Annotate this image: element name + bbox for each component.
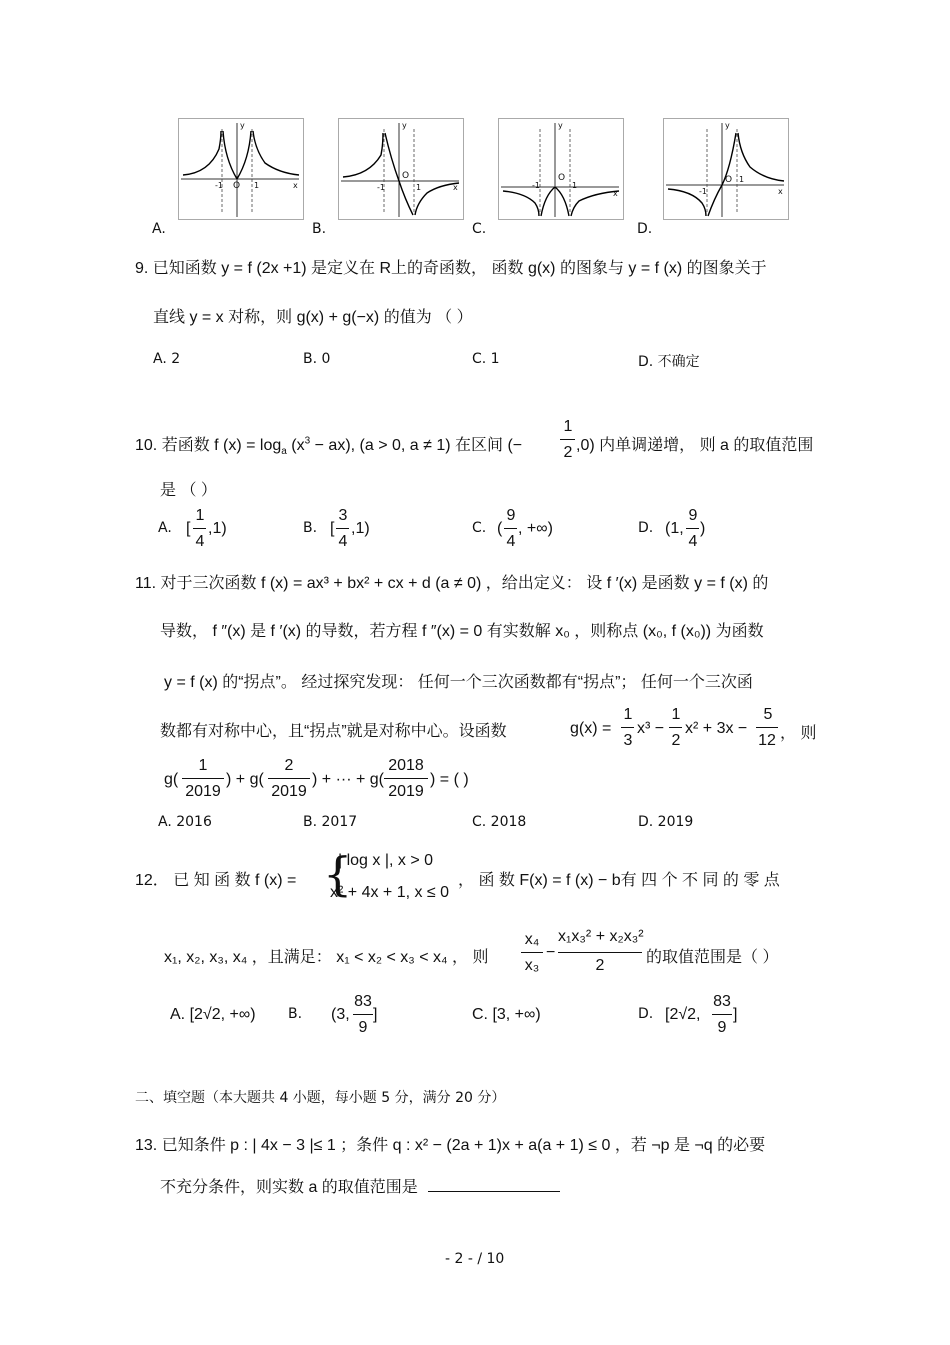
q11-g-f1-num: 1	[623, 706, 633, 723]
q12-option-d-r: ]	[733, 1006, 738, 1023]
q10-option-c-l: (	[497, 520, 503, 537]
q13-answer-blank	[428, 1177, 560, 1192]
q11-g-f3-den: 12	[758, 732, 776, 749]
q11-option-b: B. 2017	[303, 814, 358, 830]
q11-sum-d1: 2019	[185, 783, 221, 800]
q11-line2: 导数， f ″(x) 是 f ′(x) 的导数，若方程 f ″(x) = 0 有实数解 x₀ ，则称点 (x₀, f (x₀)) 为函数	[160, 623, 764, 640]
q10-option-c-den: 4	[506, 533, 516, 550]
q12-option-d-label: D.	[638, 1006, 654, 1022]
graph-c-y: y	[558, 121, 563, 130]
graph-d	[663, 118, 789, 220]
graph-c-x: x	[613, 189, 618, 198]
q10-option-d-r: )	[700, 520, 706, 537]
q11-g-t2: x² + 3x −	[685, 720, 748, 737]
q11-sum-bar3	[384, 778, 428, 779]
q10-frac-bar	[560, 439, 575, 440]
q12-fx-bar	[521, 952, 543, 953]
graph-d-label: D.	[637, 221, 653, 237]
q9-option-d: D. 不确定	[638, 354, 700, 370]
graph-d-xp: 1	[739, 175, 745, 184]
q12-option-b-r: ]	[373, 1006, 378, 1023]
graph-c-origin: O	[558, 173, 566, 183]
q10-option-a-num: 1	[195, 507, 205, 524]
q11-line4: 数都有对称中心，且“拐点”就是对称中心。设函数	[160, 723, 507, 740]
q12-fx-num: x₄	[524, 931, 540, 948]
graph-a-y: y	[240, 121, 245, 130]
q10-option-b-num: 3	[338, 507, 348, 524]
graph-d-x: x	[778, 187, 783, 196]
q10-line1: 10. 若函数 f $(x) = \log_a (x^3 - ax)$, (a > 0, a ≠ 1) 在区间 (−	[135, 435, 523, 458]
q10-option-d-num: 9	[688, 507, 698, 524]
q10-option-d-l: (1,	[665, 520, 684, 537]
q9-option-b: B. 0	[303, 351, 331, 367]
q11-sum-n3: 2018	[388, 757, 424, 774]
graph-a-origin: O	[233, 181, 241, 191]
q10-option-a-label: A.	[158, 520, 172, 536]
q12-option-b-bar	[353, 1014, 373, 1015]
q12-option-a: A. [2√2, +∞)	[170, 1006, 256, 1023]
graph-b-origin: O	[402, 171, 410, 181]
q11-g-f3-num: 5	[763, 706, 773, 723]
q11-line3: y = f (x) 的“拐点”。 经过探究发现： 任何一个三次函数都有“拐点”； 任何一个三次函	[164, 674, 753, 691]
graph-b	[338, 118, 464, 220]
q10-option-d-bar	[686, 528, 699, 529]
graph-b-x: x	[453, 183, 458, 192]
q12-brace: {	[323, 847, 353, 901]
q10-option-a-bar	[193, 528, 206, 529]
q11-sum-d2: 2019	[271, 783, 307, 800]
graph-a	[178, 118, 304, 220]
q10-option-b-den: 4	[338, 533, 348, 550]
q13-line1: 13. 已知条件 p : | 4x − 3 |≤ 1 ；条件 q : x² − (2a + 1)x + a(a + 1) ≤ 0 ，若 ¬p 是 ¬q 的必要	[135, 1137, 766, 1154]
graph-a-x: x	[293, 181, 298, 190]
graph-c-xp: 1	[572, 181, 578, 190]
q12-fy-num: x₁x₃² + x₂x₃²	[558, 928, 644, 945]
q12-option-c: C. [3, +∞)	[472, 1006, 541, 1023]
q12-option-d-num: 83	[713, 993, 731, 1010]
graph-b-xm: -1	[377, 183, 385, 192]
q11-g-f1-den: 3	[623, 732, 633, 749]
graph-d-origin: O	[725, 175, 733, 185]
q11-sum-g1: g(	[164, 771, 179, 788]
q10-option-a-r: ,1)	[208, 520, 227, 537]
q11-option-a: A. 2016	[158, 814, 212, 830]
q12-lead: 12． 已 知 函 数 f (x) =	[135, 872, 297, 889]
q13-line2: 不充分条件，则实数 a 的取值范围是	[160, 1174, 560, 1197]
graph-a-xp: 1	[254, 181, 260, 190]
q11-g-f2-bar	[669, 727, 682, 728]
q12-option-d-l: [2√2,	[665, 1006, 701, 1023]
q11-g-f3-bar	[756, 727, 778, 728]
page-number: - 2 - / 10	[445, 1251, 505, 1267]
q10-option-c-r: , +∞)	[518, 520, 553, 537]
q10-line1-tail: ,0) 内单调递增， 则 a 的取值范围	[576, 437, 814, 454]
q12-minus: −	[546, 944, 556, 961]
section-2-heading: 二、填空题（本大题共 4 小题，每小题 5 分，满分 20 分）	[135, 1090, 506, 1106]
graph-b-label: B.	[312, 221, 327, 237]
q11-option-d: D. 2019	[638, 814, 694, 830]
q10-option-b-label: B.	[303, 520, 318, 536]
q11-g-prefix: g(x) =	[570, 720, 612, 737]
q12-fx-den: x₃	[524, 957, 540, 974]
q10-frac-num: 1	[563, 418, 573, 435]
q12-case1: | log x |, x > 0	[338, 852, 434, 869]
q11-g-f2-den: 2	[671, 732, 681, 749]
graph-d-y: y	[725, 121, 730, 130]
q10-option-a-l: [	[186, 520, 191, 537]
graph-b-y: y	[402, 121, 407, 130]
graph-a-label: A.	[152, 221, 166, 237]
q10-option-b-r: ,1)	[351, 520, 370, 537]
q11-line1: 11. 对于三次函数 f (x) = ax³ + bx² + cx + d (a ≠ 0) ，给出定义： 设 f ′(x) 是函数 y = f (x) 的	[135, 575, 769, 592]
graph-a-xm: -1	[215, 181, 223, 190]
q12-option-b-num: 83	[354, 993, 372, 1010]
q10-option-b-l: [	[330, 520, 335, 537]
graph-c-xm: -1	[532, 181, 540, 190]
q10-option-c-label: C.	[472, 520, 487, 536]
q10-frac-den: 2	[563, 444, 573, 461]
q12-option-d-den: 9	[717, 1019, 727, 1036]
q9-option-a: A. 2	[153, 351, 181, 367]
q11-sum-bar2	[268, 778, 310, 779]
q10-option-d-label: D.	[638, 520, 654, 536]
q12-option-b-l: (3,	[331, 1006, 350, 1023]
graph-d-xm: -1	[699, 187, 707, 196]
q10-option-a-den: 4	[195, 533, 205, 550]
q12-line2a: x₁, x₂, x₃, x₄ ，且满足： x₁ < x₂ < x₃ < x₄ ， 则	[164, 949, 489, 966]
q12-case2: x² + 4x + 1, x ≤ 0	[330, 884, 450, 901]
q10-option-b-bar	[336, 528, 349, 529]
q12-option-d-bar	[712, 1014, 732, 1015]
q11-g-t3: ， 则	[780, 725, 817, 742]
q12-fy-den: 2	[595, 957, 605, 974]
graph-b-xp: 1	[416, 183, 422, 192]
q10-option-d-den: 4	[688, 533, 698, 550]
q12-option-b-den: 9	[358, 1019, 368, 1036]
q9-option-c: C. 1	[472, 351, 500, 367]
q11-sum-n2: 2	[284, 757, 294, 774]
q11-sum-p3: ) = ( )	[430, 771, 469, 788]
q11-g-f1-bar	[621, 727, 634, 728]
q10-option-c-bar	[504, 528, 517, 529]
q9-line2: 直线 y = x 对称，则 g(x) + g(−x) 的值为 （ ）	[153, 309, 473, 326]
q11-g-f2-num: 1	[671, 706, 681, 723]
q11-sum-p2: ) + ··· + g(	[312, 771, 385, 788]
q12-tail: ， 函 数 F(x) = f (x) − b有 四 个 不 同 的 零 点	[458, 872, 780, 889]
q11-sum-d3: 2019	[388, 783, 424, 800]
q12-fy-bar	[558, 952, 642, 953]
q12-line2b: 的取值范围是（ ）	[646, 949, 779, 966]
q10-line2: 是 （ ）	[160, 482, 217, 499]
q11-g-t1: x³ −	[637, 720, 665, 737]
q12-option-b-label: B.	[288, 1006, 303, 1022]
q11-sum-p1: ) + g(	[226, 771, 264, 788]
graph-c-label: C.	[472, 221, 487, 237]
q10-option-c-num: 9	[506, 507, 516, 524]
q9-line1: 9. 已知函数 y = f (2x +1) 是定义在 R上的奇函数， 函数 g(x) 的图象与 y = f (x) 的图象关于	[135, 260, 767, 277]
q11-sum-n1: 1	[198, 757, 208, 774]
q11-sum-bar1	[182, 778, 224, 779]
q11-option-c: C. 2018	[472, 814, 527, 830]
graph-c	[498, 118, 624, 220]
